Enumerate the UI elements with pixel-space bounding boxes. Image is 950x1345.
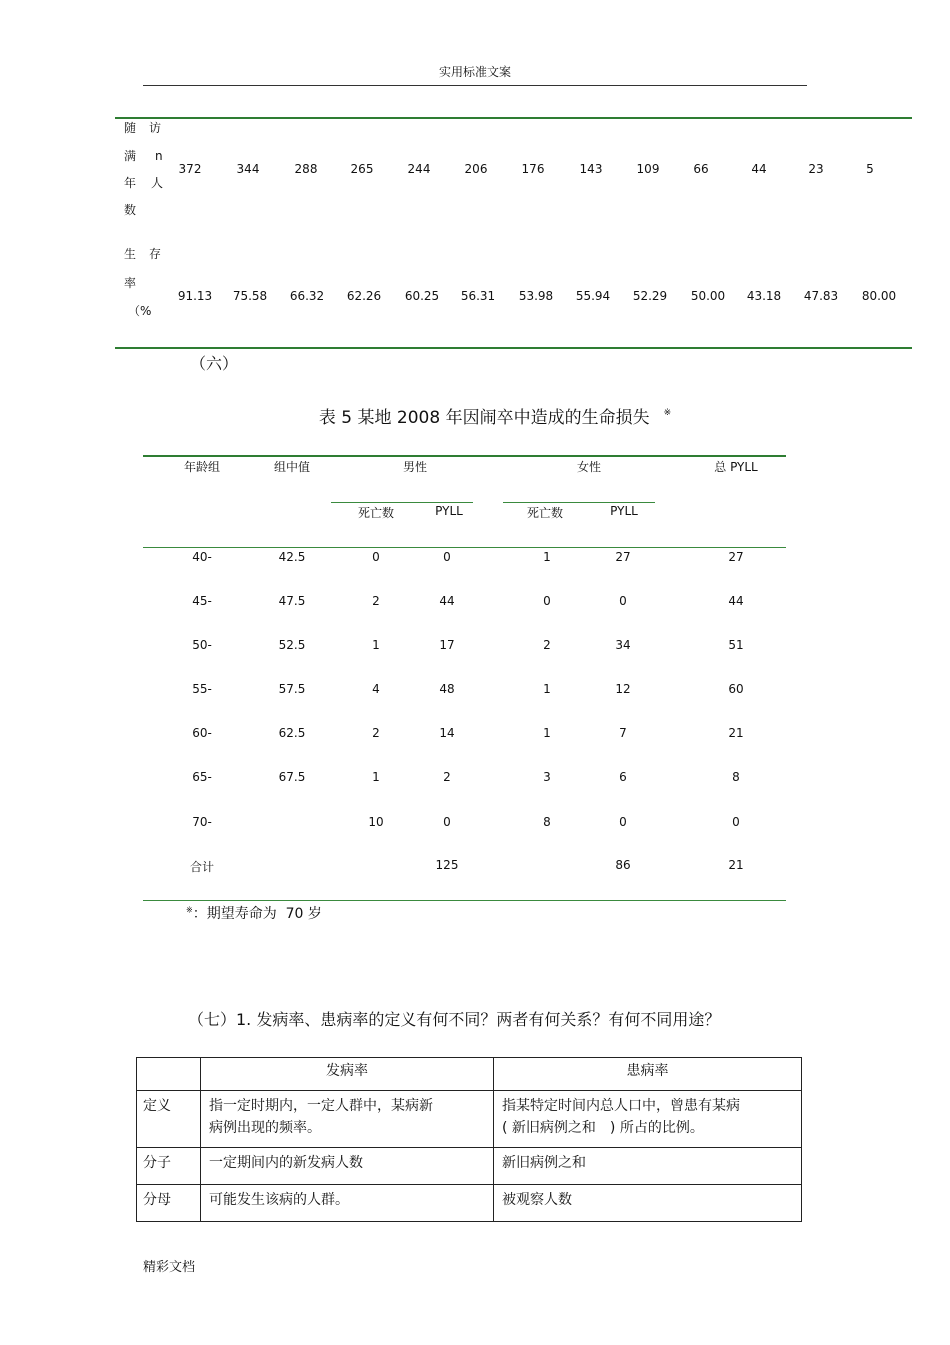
female-subheader-rule [503,502,655,503]
comparison-table [136,1057,802,1222]
cell-age: 60- [192,726,212,740]
survival-cell: 55.94 [575,289,611,303]
table-header-row [137,1058,802,1091]
survival-cell: 53.98 [518,289,554,303]
cell-female-deaths: 1 [543,726,551,740]
cell-line: 可能发生该病的人群。 [209,1192,349,1208]
cell-male-deaths: 0 [372,550,380,564]
survival-cell: 60.25 [404,289,440,303]
cell-incidence-denominator [201,1185,494,1222]
table-bottom-rule [115,347,912,349]
survival-cell: 80.00 [861,289,897,303]
label-char: 数 [124,203,137,217]
cell-total-pyll: 8 [732,770,740,784]
cell-midpoint: 62.5 [278,726,306,740]
header-total-pyll: 总 PYLL [714,460,758,474]
survival-cell: 43.18 [746,289,782,303]
survival-cell: 50.00 [690,289,726,303]
count-cell: 44 [751,162,767,176]
cell-male-pyll: 0 [443,550,451,564]
header-male: 男性 [402,460,427,474]
cell-male-deaths: 2 [372,726,380,740]
table-row [137,1148,802,1185]
header-male-pyll: PYLL [435,504,463,518]
count-cell: 176 [521,162,545,176]
table5-footnote [186,903,322,923]
header-female-pyll: PYLL [610,504,638,518]
header-prevalence: 患病率 [494,1058,802,1091]
label-char: n [155,149,163,163]
count-cell: 244 [407,162,431,176]
label-char: 存 [149,247,162,261]
header-age: 年龄组 [183,460,220,474]
cell-midpoint: 67.5 [278,770,306,784]
label-char: 随 [124,121,137,135]
cell-total-pyll: 51 [728,638,744,652]
label-char: 满 [124,149,137,163]
cell-total-pyll: 44 [728,594,744,608]
cell-age: 65- [192,770,212,784]
cell-age: 合计 [189,860,214,874]
section-6-label: （六） [190,354,239,373]
label-char: 访 [149,121,162,135]
cell-total-pyll: 27 [728,550,744,564]
cell-age: 70- [192,815,212,829]
cell-midpoint: 52.5 [278,638,306,652]
cell-female-pyll: 0 [619,815,627,829]
cell-total-pyll: 0 [732,815,740,829]
cell-male-pyll: 125 [435,858,459,872]
male-subheader-rule [331,502,473,503]
survival-cell: 47.83 [803,289,839,303]
table5-top-rule [143,455,786,457]
survival-cell: 52.29 [632,289,668,303]
cell-midpoint: 47.5 [278,594,306,608]
cell-male-pyll: 17 [439,638,455,652]
cell-total-pyll: 21 [728,726,744,740]
label-char: 年 [124,176,137,190]
count-cell: 23 [808,162,824,176]
count-cell: 66 [693,162,709,176]
cell-total-pyll: 60 [728,682,744,696]
count-cell: 372 [178,162,202,176]
table5-title-text: 表 5 某地 2008 年因闹卒中造成的生命损失 [318,408,650,428]
footnote-text: ：期望寿命为 [192,906,277,922]
page-footer: 精彩文档 [143,1260,196,1275]
count-cell: 265 [350,162,374,176]
cell-male-pyll: 44 [439,594,455,608]
survival-cell: 56.31 [460,289,496,303]
count-cell: 143 [579,162,603,176]
cell-midpoint: 42.5 [278,550,306,564]
survival-cell: 75.58 [232,289,268,303]
header-midpoint: 组中值 [273,460,310,474]
cell-line: 被观察人数 [502,1192,572,1208]
cell-female-deaths: 0 [543,594,551,608]
table5-bottom-rule [143,900,786,901]
cell-prevalence-denominator [494,1185,802,1222]
header-empty-cell [137,1058,201,1091]
table-row [137,1185,802,1222]
table5-title [0,403,950,428]
count-cell: 288 [294,162,318,176]
page-header: 实用标准文案 [438,65,511,79]
cell-female-deaths: 2 [543,638,551,652]
cell-female-deaths: 8 [543,815,551,829]
cell-line: 一定期间内的新发病人数 [209,1155,363,1171]
footnote-mark: ※ [186,905,193,915]
row-label-numerator: 分子 [137,1148,201,1185]
row-label-definition: 定义 [137,1091,201,1148]
cell-female-pyll: 27 [615,550,631,564]
cell-prevalence-numerator [494,1148,802,1185]
cell-prevalence-definition [494,1091,802,1148]
row-label-denominator: 分母 [137,1185,201,1222]
table-row [137,1091,802,1148]
cell-female-pyll: 86 [615,858,631,872]
cell-male-pyll: 48 [439,682,455,696]
header-female: 女性 [576,460,601,474]
cell-age: 50- [192,638,212,652]
cell-line: 指一定时期内，一定人群中，某病新 [209,1098,433,1114]
cell-line: ( 新旧病例之和 ) 所占的比例。 [502,1120,704,1136]
header-male-deaths: 死亡数 [357,506,394,520]
count-cell: 344 [236,162,260,176]
cell-midpoint: 57.5 [278,682,306,696]
cell-female-pyll: 34 [615,638,631,652]
cell-age: 55- [192,682,212,696]
survival-cell: 66.32 [289,289,325,303]
count-cell: 109 [636,162,660,176]
label-char: 人 [151,176,164,190]
cell-male-pyll: 2 [443,770,451,784]
cell-male-deaths: 1 [372,770,380,784]
cell-female-deaths: 3 [543,770,551,784]
cell-female-deaths: 1 [543,682,551,696]
survival-cell: 91.13 [177,289,213,303]
cell-male-deaths: 1 [372,638,380,652]
section-7-question: （七）1. 发病率、患病率的定义有何不同？两者有何关系？有何不同用途？ [188,1010,721,1029]
label-char: （% [128,304,152,318]
cell-incidence-numerator [201,1148,494,1185]
cell-line: 指某特定时间内总人口中，曾患有某病 [502,1098,740,1114]
count-cell: 206 [464,162,488,176]
survival-cell: 62.26 [346,289,382,303]
cell-female-pyll: 0 [619,594,627,608]
cell-female-deaths: 1 [543,550,551,564]
table5-title-mark: ※ [663,408,672,418]
cell-male-deaths: 10 [368,815,384,829]
cell-male-deaths: 2 [372,594,380,608]
cell-age: 45- [192,594,212,608]
header-incidence: 发病率 [201,1058,494,1091]
cell-female-pyll: 12 [615,682,631,696]
cell-total-pyll: 21 [728,858,744,872]
cell-age: 40- [192,550,212,564]
footnote-value: 70 岁 [285,906,322,922]
cell-female-pyll: 7 [619,726,627,740]
cell-line: 新旧病例之和 [502,1155,586,1171]
cell-female-pyll: 6 [619,770,627,784]
cell-incidence-definition [201,1091,494,1148]
table-top-rule [115,117,912,119]
cell-male-pyll: 0 [443,815,451,829]
cell-male-pyll: 14 [439,726,455,740]
cell-line: 病例出现的频率。 [209,1120,321,1136]
label-char: 率 [124,276,137,290]
header-rule [143,85,807,86]
header-female-deaths: 死亡数 [526,506,563,520]
count-cell: 5 [866,162,874,176]
label-char: 生 [124,247,137,261]
cell-male-deaths: 4 [372,682,380,696]
table5-header-rule [143,547,786,548]
